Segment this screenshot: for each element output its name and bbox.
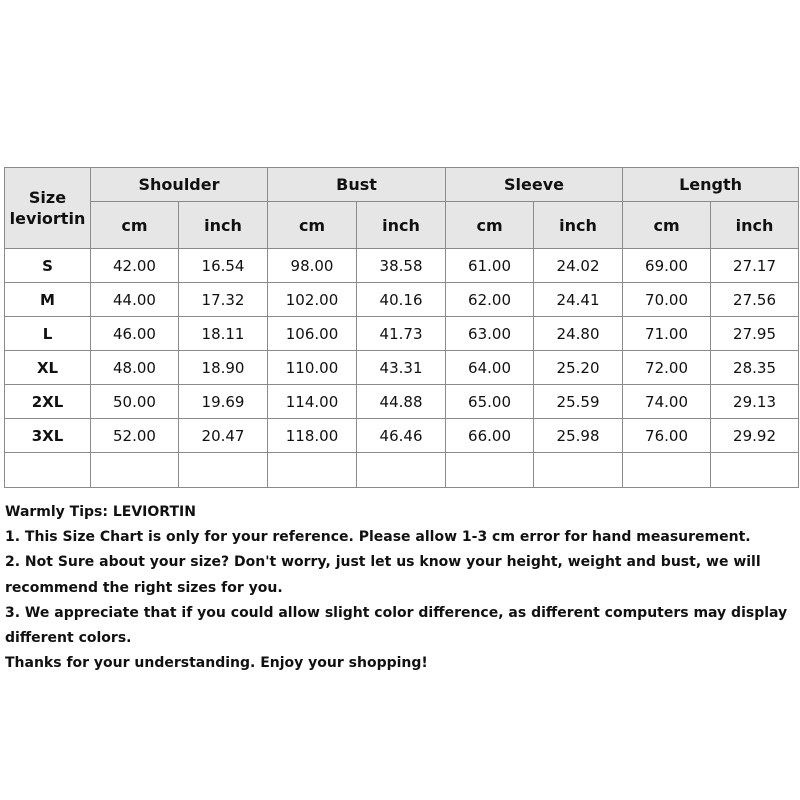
measurement-cell: 25.20 <box>534 351 623 385</box>
measurement-cell: 76.00 <box>623 419 711 453</box>
unit-header: cm <box>623 202 711 249</box>
size-label-cell: M <box>5 283 91 317</box>
measurement-cell: 19.69 <box>179 385 268 419</box>
measurement-cell: 27.95 <box>711 317 799 351</box>
measurement-cell: 24.02 <box>534 249 623 283</box>
unit-header: inch <box>357 202 446 249</box>
size-label-cell: S <box>5 249 91 283</box>
empty-cell <box>268 453 357 488</box>
measurement-cell: 44.00 <box>91 283 179 317</box>
table-row <box>5 351 799 385</box>
warm-tips <box>5 500 795 676</box>
measurement-cell: 16.54 <box>179 249 268 283</box>
empty-cell <box>446 453 534 488</box>
measurement-cell: 102.00 <box>268 283 357 317</box>
blank-row <box>5 453 799 488</box>
measurement-cell: 40.16 <box>357 283 446 317</box>
empty-cell <box>179 453 268 488</box>
measurement-cell: 114.00 <box>268 385 357 419</box>
unit-header: inch <box>711 202 799 249</box>
measurement-cell: 27.17 <box>711 249 799 283</box>
table-row <box>5 419 799 453</box>
table-row <box>5 283 799 317</box>
measurement-cell: 29.92 <box>711 419 799 453</box>
measurement-cell: 24.41 <box>534 283 623 317</box>
measurement-cell: 46.00 <box>91 317 179 351</box>
measurement-cell: 70.00 <box>623 283 711 317</box>
tip-line-3: 3. We appreciate that if you could allow slight color difference, as different computers may display different colors. <box>5 604 788 647</box>
measurement-cell: 41.73 <box>357 317 446 351</box>
measurement-cell: 25.98 <box>534 419 623 453</box>
measurement-cell: 28.35 <box>711 351 799 385</box>
empty-cell <box>711 453 799 488</box>
measurement-cell: 74.00 <box>623 385 711 419</box>
size-label-cell: 2XL <box>5 385 91 419</box>
measurement-cell: 29.13 <box>711 385 799 419</box>
measurement-cell: 64.00 <box>446 351 534 385</box>
size-label-cell: XL <box>5 351 91 385</box>
measurement-cell: 69.00 <box>623 249 711 283</box>
header-row-groups <box>5 168 799 202</box>
unit-header: inch <box>179 202 268 249</box>
measurement-cell: 48.00 <box>91 351 179 385</box>
measurement-cell: 71.00 <box>623 317 711 351</box>
empty-cell <box>357 453 446 488</box>
measurement-cell: 20.47 <box>179 419 268 453</box>
measurement-cell: 110.00 <box>268 351 357 385</box>
measurement-cell: 18.11 <box>179 317 268 351</box>
measurement-cell: 106.00 <box>268 317 357 351</box>
measurement-cell: 62.00 <box>446 283 534 317</box>
unit-header: cm <box>268 202 357 249</box>
measurement-cell: 52.00 <box>91 419 179 453</box>
table-header <box>5 168 799 249</box>
measurement-cell: 46.46 <box>357 419 446 453</box>
table-body <box>5 249 799 488</box>
measurement-cell: 98.00 <box>268 249 357 283</box>
group-header-length: Length <box>623 168 799 202</box>
unit-header: cm <box>91 202 179 249</box>
tip-line-2: 2. Not Sure about your size? Don't worry, just let us know your height, weight and bust, we will recommend the right sizes for you. <box>5 554 761 596</box>
measurement-cell: 118.00 <box>268 419 357 453</box>
measurement-cell: 50.00 <box>91 385 179 419</box>
measurement-cell: 24.80 <box>534 317 623 351</box>
table-row <box>5 317 799 351</box>
empty-cell <box>91 453 179 488</box>
measurement-cell: 65.00 <box>446 385 534 419</box>
measurement-cell: 44.88 <box>357 385 446 419</box>
table-row <box>5 385 799 419</box>
brand-header-label: leviortin <box>9 209 86 228</box>
table-row <box>5 249 799 283</box>
measurement-cell: 61.00 <box>446 249 534 283</box>
measurement-cell: 17.32 <box>179 283 268 317</box>
size-label-cell: 3XL <box>5 419 91 453</box>
measurement-cell: 66.00 <box>446 419 534 453</box>
measurement-cell: 38.58 <box>357 249 446 283</box>
size-label-cell: L <box>5 317 91 351</box>
measurement-cell: 18.90 <box>179 351 268 385</box>
empty-cell <box>534 453 623 488</box>
measurement-cell: 42.00 <box>91 249 179 283</box>
tip-line-1: 1. This Size Chart is only for your reference. Please allow 1-3 cm error for hand measurement. <box>5 529 751 546</box>
measurement-cell: 72.00 <box>623 351 711 385</box>
empty-cell <box>623 453 711 488</box>
tips-heading: Warmly Tips: LEVIORTIN <box>5 504 196 520</box>
size-chart-table <box>4 167 799 488</box>
empty-cell <box>5 453 91 488</box>
measurement-cell: 25.59 <box>534 385 623 419</box>
size-header-label: Size <box>28 188 67 207</box>
size-column-header <box>5 168 91 249</box>
measurement-cell: 43.31 <box>357 351 446 385</box>
tips-thanks: Thanks for your understanding. Enjoy your shopping! <box>5 655 428 672</box>
unit-header: cm <box>446 202 534 249</box>
header-row-units <box>5 202 799 249</box>
unit-header: inch <box>534 202 623 249</box>
measurement-cell: 27.56 <box>711 283 799 317</box>
group-header-sleeve: Sleeve <box>446 168 623 202</box>
measurement-cell: 63.00 <box>446 317 534 351</box>
group-header-bust: Bust <box>268 168 446 202</box>
group-header-shoulder: Shoulder <box>91 168 268 202</box>
